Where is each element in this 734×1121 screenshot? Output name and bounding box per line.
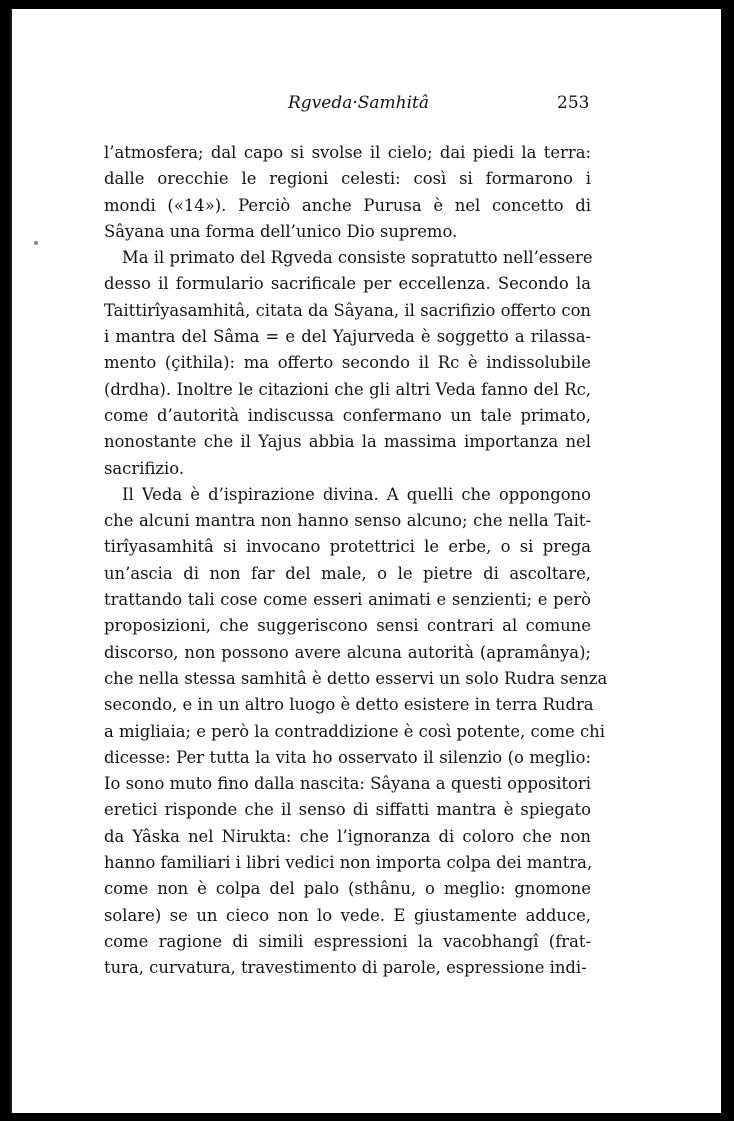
margin-speck — [34, 241, 38, 245]
text-line: a migliaia; e però la contraddizione è così potente, come chi — [104, 721, 605, 741]
text-line: che alcuni mantra non hanno senso alcuno; che nella Tait- — [104, 511, 591, 531]
text-line: come d’autorità indiscussa confermano un tale primato, — [104, 405, 591, 425]
text-line: sacrifizio. — [104, 458, 185, 478]
page-header — [12, 93, 721, 117]
text-line: un’ascia di non far del male, o le pietre di ascoltare, — [104, 563, 591, 583]
text-line: dicesse: Per tutta la vita ho osservato il silenzio (o meglio: — [104, 747, 591, 767]
text-line: tirîyasamhitâ si invocano protettrici le erbe, o si prega — [104, 537, 591, 557]
text-line: Sâyana una forma dell’unico Dio supremo. — [104, 221, 458, 241]
paragraph — [104, 245, 591, 482]
text-line: secondo, e in un altro luogo è detto esistere in terra Rudra — [104, 695, 594, 715]
paragraph — [104, 140, 591, 245]
running-title: Rgveda·Samhitâ — [288, 93, 430, 113]
text-line: Io sono muto fino dalla nascita: Sâyana a questi oppositori — [104, 774, 591, 794]
text-line: (drdha). Inoltre le citazioni che gli altri Veda fanno del Rc, — [104, 379, 591, 399]
text-line: mento (çithila): ma offerto secondo il Rc è indissolubile — [104, 353, 591, 373]
text-line: discorso, non possono avere alcuna autorità (apramânya); — [104, 642, 591, 662]
book-page — [10, 9, 721, 1113]
text-line: l’atmosfera; dal capo si svolse il cielo; dai piedi la terra: — [104, 143, 591, 162]
text-line: Il Veda è d’ispirazione divina. A quelli che oppongono — [122, 484, 591, 504]
text-line: da Yâska nel Nirukta: che l’ignoranza di coloro che non — [104, 826, 591, 846]
text-line: desso il formulario sacrificale per eccellenza. Secondo la — [104, 274, 591, 294]
text-line: nonostante che il Yajus abbia la massima importanza nel — [104, 432, 591, 452]
text-line: hanno familiari i libri vedici non importa colpa dei mantra, — [104, 853, 593, 873]
text-line: che nella stessa samhitâ è detto esservi un solo Rudra senza — [104, 668, 608, 688]
body-text — [104, 140, 608, 982]
text-line: come ragione di simili espressioni la vacobhangî (frat- — [104, 931, 591, 951]
text-line: mondi («14»). Perciò anche Purusa è nel concetto di — [104, 195, 591, 215]
text-line: Ma il primato del Rgveda consiste sopratutto nell’essere — [122, 248, 593, 268]
text-line: come non è colpa del palo (sthânu, o meglio: gnomone — [104, 879, 591, 899]
page-number: 253 — [557, 93, 590, 113]
paragraph — [104, 482, 608, 982]
text-line: proposizioni, che suggeriscono sensi contrari al comune — [104, 616, 591, 636]
text-line: dalle orecchie le regioni celesti: così si formarono i — [104, 169, 591, 189]
text-line: eretici risponde che il senso di siffatti mantra è spiegato — [104, 800, 591, 820]
text-line: trattando tali cose come esseri animati e senzienti; e però — [104, 590, 591, 610]
text-line: solare) se un cieco non lo vede. E giustamente adduce, — [104, 905, 591, 925]
text-line: Taittirîyasamhitâ, citata da Sâyana, il sacrifizio offerto con — [104, 300, 591, 320]
text-line: i mantra del Sâma = e del Yajurveda è soggetto a rilassa- — [104, 327, 591, 347]
text-line: tura, curvatura, travestimento di parole, espressione indi- — [104, 958, 587, 978]
